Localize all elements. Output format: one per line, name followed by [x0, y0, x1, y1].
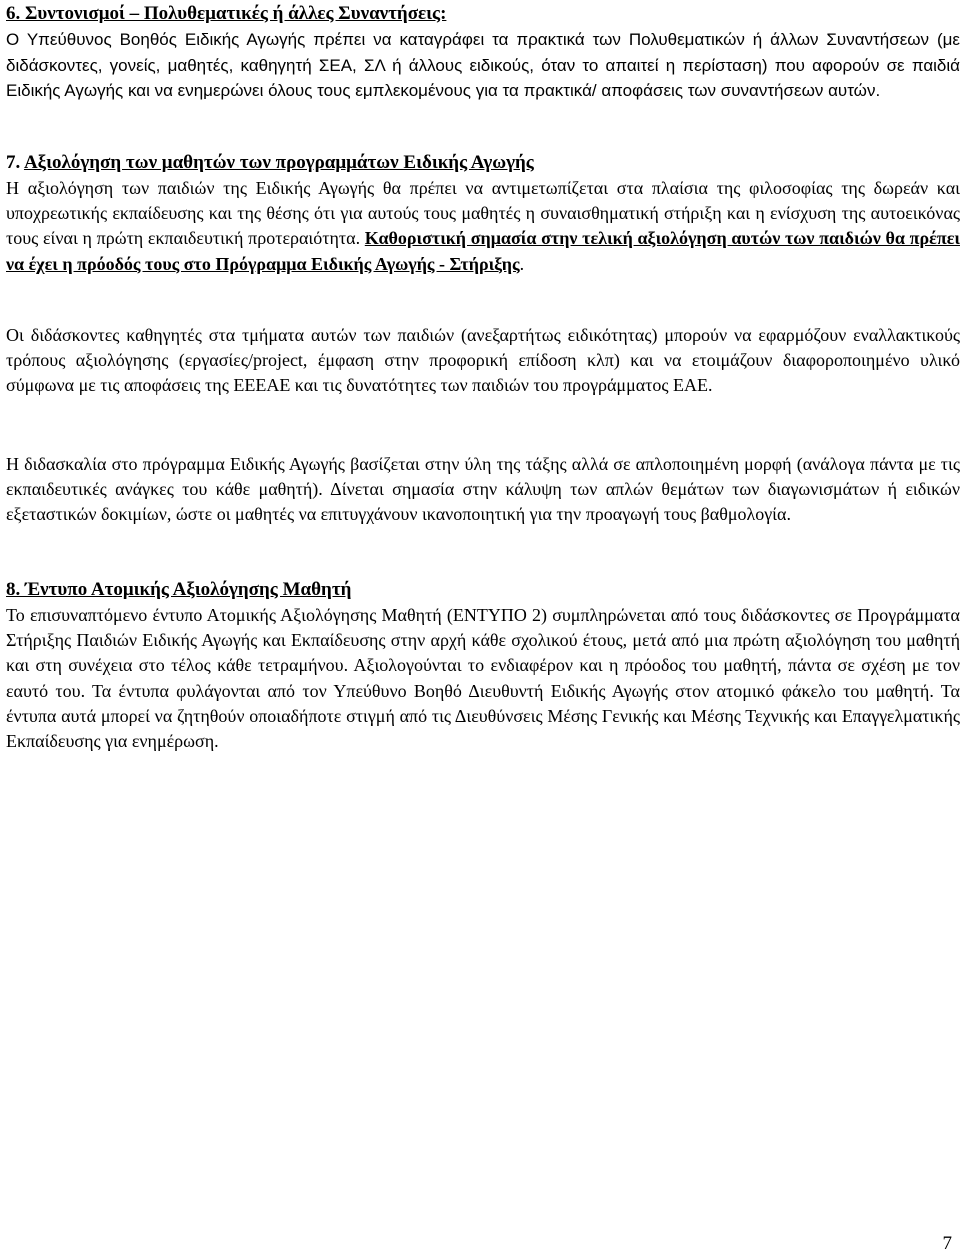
section-8-heading: 8. Έντυπο Ατομικής Αξιολόγησης Μαθητή [6, 579, 352, 600]
section-7-paragraph-2-block [6, 323, 960, 399]
section-8-body: Το επισυναπτόμενο έντυπο Ατομικής Αξιολόγησης Μαθητή (ΕΝΤΥΠΟ 2) συμπληρώνεται από τους διδάσκοντες σε Προγράμματα Στήριξης Παιδιών Ειδικής Αγωγής και Εκπαίδευσης στην αρχή κάθε σχολικού έτους, μετά από μια πρώτη αξιολόγηση του μαθητή και στη συνέχεια στο τέλος κάθε τετραμήνου. Αξιολογούνται το ενδιαφέρον και η πρόοδος του μαθητή, πάντα σε σχέση με τον εαυτό του. Τα έντυπα φυλάγονται από τον Υπεύθυνο Βοηθό Διευθυντή Ειδικής Αγωγής στον ατομικό φάκελο του μαθητή. Τα έντυπα αυτά μπορεί να ζητηθούν οποιαδήποτε στιγμή από τις Διευθύνσεις Μέσης Γενικής και Μέσης Τεχνικής και Επαγγελματικής Εκπαίδευσης για ενημέρωση. [6, 605, 960, 752]
section-7-paragraph-1-emphasis: Καθοριστική σημασία στην τελική αξιολόγηση αυτών των παιδιών θα πρέπει να έχει η πρόοδός τους στο Πρόγραμμα Ειδικής Αγωγής - Στήριξης [6, 228, 960, 274]
section-6-heading: 6. Συντονισμοί – Πολυθεματικές ή άλλες Συναντήσεις: [6, 3, 447, 24]
section-8 [6, 577, 960, 754]
section-7-paragraph-1-text: Η αξιολόγηση των παιδιών της Ειδικής Αγωγής θα πρέπει να αντιμετωπίζεται στα πλαίσια της φιλοσοφίας της δωρεάν και υποχρεωτικής εκπαίδευσης και της θέσης ότι για αυτούς τους μαθητές η συναισθηματική στήριξη και η ενίσχυση της αυτοεικόνας τους είναι η πρώτη εκπαιδευτική προτεραιότητα. [6, 178, 960, 249]
section-6 [6, 1, 960, 104]
section-7 [6, 150, 960, 277]
section-7-paragraph-1-end: . [519, 253, 525, 274]
section-7-heading [6, 150, 960, 176]
page-number: 7 [942, 1233, 952, 1254]
section-7-paragraph-3-block [6, 452, 960, 528]
section-7-paragraph-3: Η διδασκαλία στο πρόγραμμα Ειδικής Αγωγής βασίζεται στην ύλη της τάξης αλλά σε απλοποιημένη μορφή (ανάλογα πάντα με τις εκπαιδευτικές ανάγκες του κάθε μαθητή). Δίνεται σημασία στην κάλυψη των απλών θεμάτων των διαγωνισμάτων ή ειδικών εξεταστικών δοκιμίων, ώστε οι μαθητές να επιτυγχάνουν ικανοποιητική για την προαγωγή τους βαθμολογία. [6, 454, 960, 525]
section-7-heading-text: Αξιολόγηση των μαθητών των προγραμμάτων Ειδικής Αγωγής [23, 152, 534, 173]
section-7-paragraph-2: Οι διδάσκοντες καθηγητές στα τμήματα αυτών των παιδιών (ανεξαρτήτως ειδικότητας) μπορούν να εφαρμόζουν εναλλακτικούς τρόπους αξιολόγησης (εργασίες/project, έμφαση στην προφορική επίδοση κλπ) και να ετοιμάζουν διαφοροποιημένο υλικό σύμφωνα με τις αποφάσεις της ΕΕΕΑΕ και τις δυνατότητες των παιδιών του προγράμματος ΕΑΕ. [6, 325, 960, 396]
section-6-body: Ο Υπεύθυνος Βοηθός Ειδικής Αγωγής πρέπει να καταγράφει τα πρακτικά των Πολυθεματικών ή άλλων Συναντήσεων (με διδάσκοντες, γονείς, μαθητές, καθηγητή ΣΕΑ, ΣΛ ή άλλους ειδικούς, όταν το απαιτεί η περίσταση) που αφορούν σε παιδιά Ειδικής Αγωγής και να ενημερώνει όλους τους εμπλεκομένους για τα πρακτικά/ αποφάσεις των συναντήσεων αυτών. [6, 30, 960, 100]
section-7-heading-number: 7. [6, 152, 24, 173]
section-7-paragraph-1 [6, 176, 960, 277]
